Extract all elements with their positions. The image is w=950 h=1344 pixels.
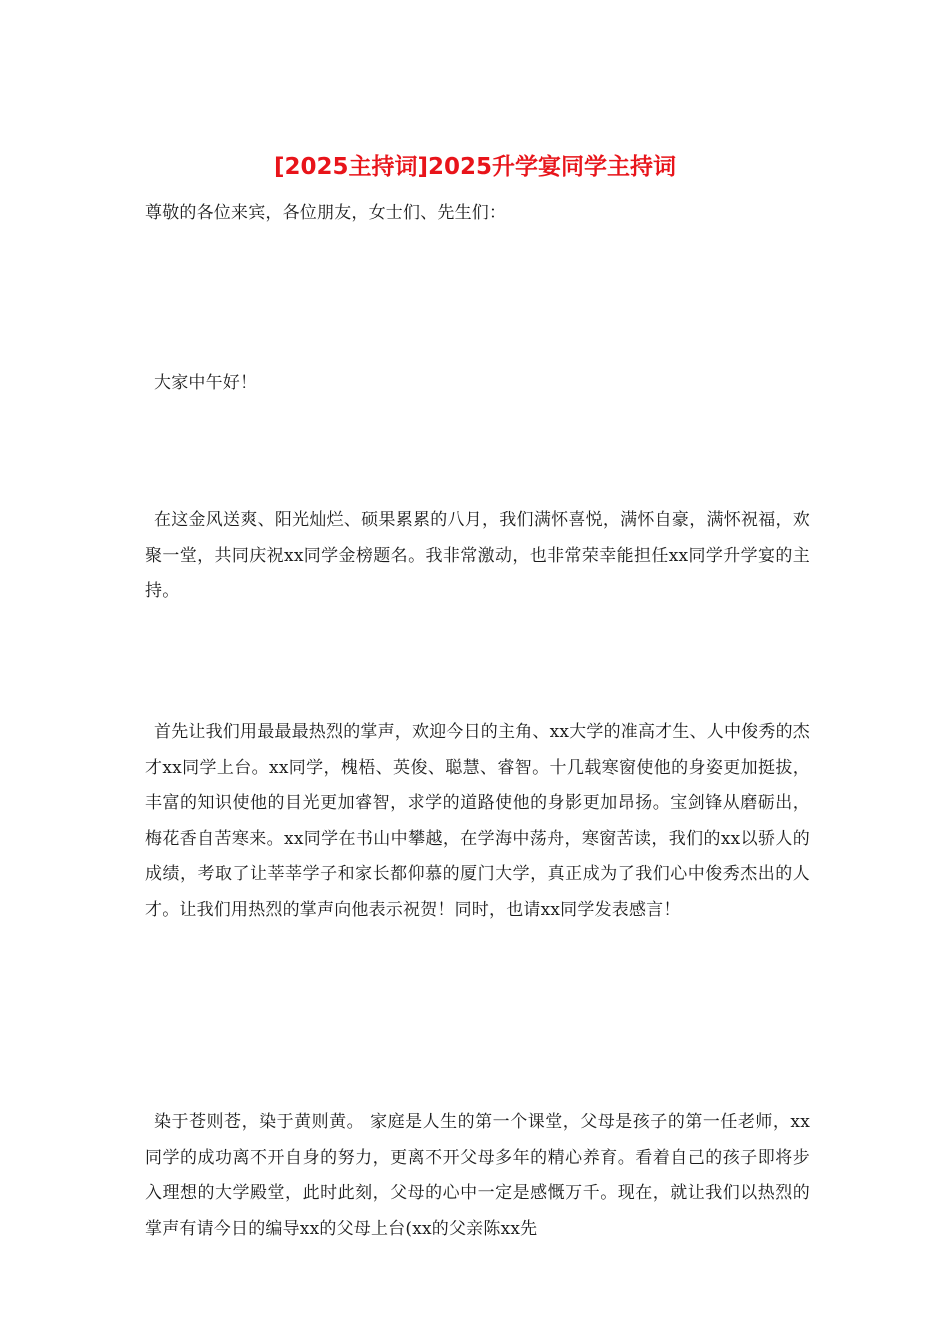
greeting-paragraph: 大家中午好！ — [154, 373, 258, 393]
parents-paragraph: 染于苍则苍，染于黄则黄。 家庭是人生的第一个课堂，父母是孩子的第一任老师，xx同学的成功离不开自身的努力，更离不开父母多年的精心养育。看着自己的孩子即将步入理想的大学殿堂，此时此刻，父母的心中一定是感慨万千。现在，就让我们以热烈的掌声有请今日的编导xx的父母上台(xx的父亲陈xx先 — [145, 1112, 810, 1239]
opening-paragraph: 在这金风送爽、阳光灿烂、硕果累累的八月，我们满怀喜悦，满怀自豪，满怀祝福，欢聚一堂，共同庆祝xx同学金榜题名。我非常激动，也非常荣幸能担任xx同学升学宴的主持。 — [145, 510, 810, 601]
document-title: [2025主持词]2025升学宴同学主持词 — [273, 154, 677, 180]
salutation-paragraph: 尊敬的各位来宾，各位朋友，女士们、先生们： — [145, 203, 507, 223]
introduction-paragraph: 首先让我们用最最最热烈的掌声，欢迎今日的主角、xx大学的准高才生、人中俊秀的杰才xx同学上台。xx同学，槐梧、英俊、聪慧、睿智。十几载寒窗使他的身姿更加挺拔，丰富的知识使他的目光更加睿智，求学的道路使他的身影更加昂扬。宝剑锋从磨砺出，梅花香自苦寒来。xx同学在书山中攀越，在学海中荡舟，寒窗苦读，我们的xx以骄人的成绩，考取了让莘莘学子和家长都仰慕的厦门大学，真正成为了我们心中俊秀杰出的人才。让我们用热烈的掌声向他表示祝贺！同时，也请xx同学发表感言！ — [145, 722, 810, 920]
